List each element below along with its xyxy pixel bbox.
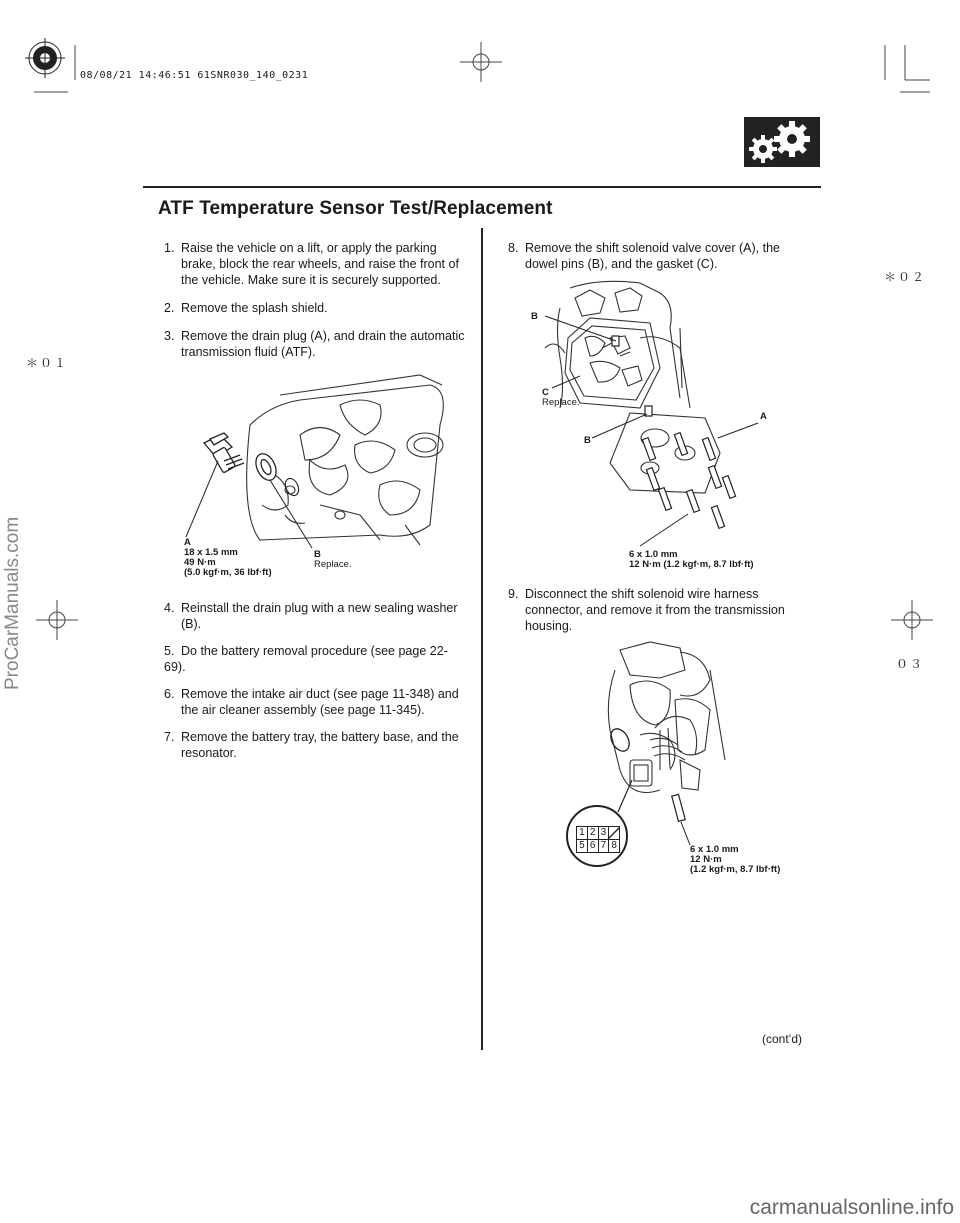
replace-note: Replace. [314, 559, 352, 570]
figure1-label-b [314, 550, 352, 570]
figure2-label-b-bottom: B [584, 435, 591, 446]
step-item: 4. Reinstall the drain plug with a new sealing washer (B). [164, 601, 458, 631]
connector-pin: 5 [576, 840, 588, 853]
continued-note: (cont’d) [762, 1032, 803, 1046]
left-steps-group-2 [164, 600, 469, 761]
step-item: 7. Remove the battery tray, the battery base, and the resonator. [164, 730, 459, 760]
step-item: 3. Remove the drain plug (A), and drain the automatic transmission fluid (ATF). [164, 329, 465, 359]
header-rule [143, 186, 821, 188]
callout-letter: C [542, 387, 549, 398]
figure2-bolt-spec: 6 x 1.0 mm 12 N·m (1.2 kgf·m, 8.7 lbf·ft) [629, 549, 754, 570]
margin-marker: ０３ [896, 657, 925, 671]
print-timestamp: 08/08/21 14:46:51 61SNR030_140_0231 [80, 70, 309, 81]
connector-pin: 8 [609, 840, 620, 853]
figure2-label-c [542, 388, 580, 408]
step-item: 5. Do the battery removal procedure (see page 22-69). [164, 644, 448, 674]
figure3-bolt-spec: 6 x 1.0 mm 12 N·m (1.2 kgf·m, 8.7 lbf·ft) [690, 844, 781, 875]
gears-icon [744, 117, 820, 167]
connector-pin: 6 [588, 840, 599, 853]
page-title: ATF Temperature Sensor Test/Replacement [158, 198, 553, 219]
step-item: 6. Remove the intake air duct (see page 11-348) and the air cleaner assembly (see page 11-345). [164, 687, 459, 717]
side-watermark: ProCarManuals.com [2, 516, 23, 690]
step-item: 2. Remove the splash shield. [164, 301, 328, 315]
connector-pin: 1 [576, 826, 588, 840]
column-divider [481, 228, 483, 1050]
left-steps-group-1 [164, 240, 469, 360]
figure2-label-a: A [760, 411, 767, 422]
figure1-label-a [184, 538, 272, 578]
callout-letter: A [184, 537, 191, 548]
bottom-watermark: carmanualsonline.info [749, 1196, 954, 1219]
right-step-9 [508, 586, 808, 634]
step-item: 8. Remove the shift solenoid valve cover (A), the dowel pins (B), and the gasket (C). [508, 241, 780, 271]
margin-marker: ＊０２ [884, 270, 927, 284]
registration-circle-icon [25, 38, 65, 78]
margin-marker: ＊０１ [26, 356, 69, 370]
step-item: 1. Raise the vehicle on a lift, or apply the parking brake, block the rear wheels, and raise the front of the vehicle. Make sure it is securely supported. [164, 241, 459, 287]
drain-plug-illustration [180, 365, 470, 550]
connector-pin: 3 [599, 826, 610, 840]
crosshair-icon [460, 42, 502, 82]
callout-letter: B [314, 549, 321, 560]
connector-pin: 7 [599, 840, 610, 853]
right-step-8 [508, 240, 808, 272]
connector-pin-blank [609, 826, 620, 840]
step-item: 9. Disconnect the shift solenoid wire harness connector, and remove it from the transmission housing. [508, 587, 785, 633]
connector-pin: 2 [588, 826, 599, 840]
replace-note: Replace. [542, 397, 580, 408]
torque-spec: 18 x 1.5 mm 49 N·m (5.0 kgf·m, 36 lbf·ft) [184, 547, 272, 578]
solenoid-cover-illustration [530, 278, 770, 553]
crosshair-icon [36, 600, 78, 640]
figure2-label-b-top: B [531, 311, 538, 322]
connector-pin-diagram [576, 826, 620, 853]
crosshair-icon [891, 600, 933, 640]
